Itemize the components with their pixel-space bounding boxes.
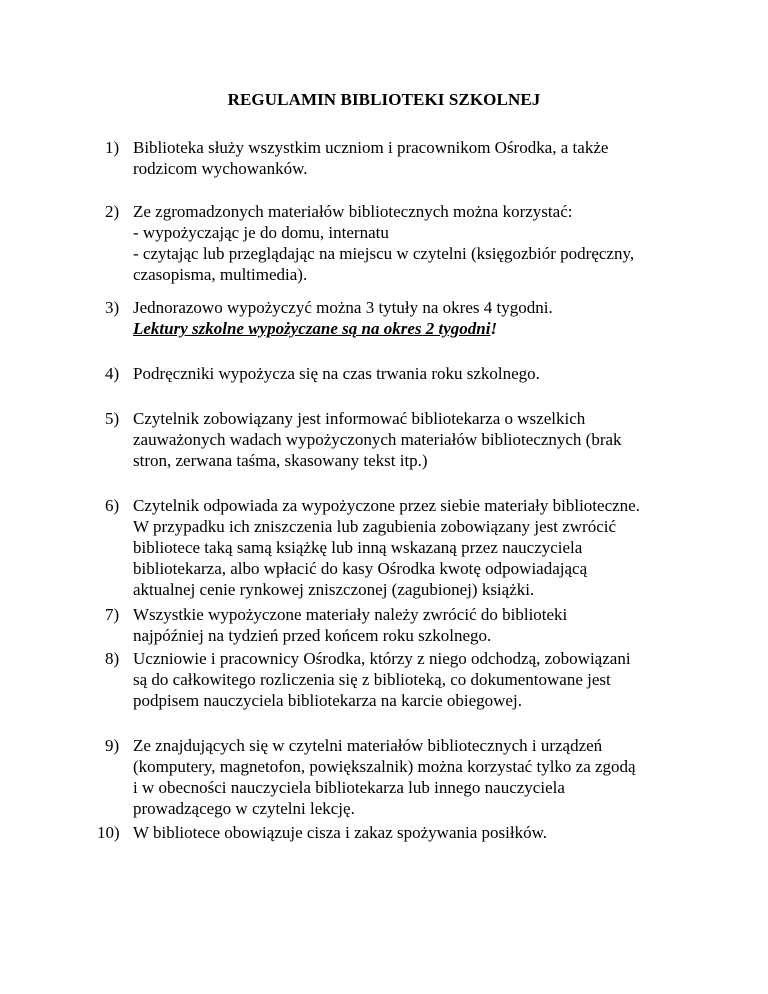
rule-item-8 — [105, 648, 677, 711]
rule-item-9 — [105, 735, 677, 819]
rule-item-7 — [105, 604, 677, 646]
rule-text-line: rodzicom wychowanków. — [133, 159, 308, 178]
rule-text-line: Ze znajdujących się w czytelni materiałów bibliotecznych i urządzeń — [133, 736, 603, 755]
rule-text-line: W bibliotece obowiązuje cisza i zakaz spożywania posiłków. — [133, 823, 547, 842]
rule-text-line: Biblioteka służy wszystkim uczniom i pracownikom Ośrodka, a także — [133, 138, 609, 157]
rule-number: 2) — [105, 202, 120, 221]
rule-text-line: bibliotece taką samą książkę lub inną wskazaną przez nauczyciela — [133, 538, 583, 557]
rule-text-line: stron, zerwana taśma, skasowany tekst itp.) — [133, 451, 428, 470]
rule-text-line: prowadzącego w czytelni lekcję. — [133, 799, 355, 818]
rule-text-line: Wszystkie wypożyczone materiały należy zwrócić do biblioteki — [133, 605, 568, 624]
lektury-emphasis: Lektury szkolne wypożyczane są na okres 2 tygodni — [133, 319, 491, 338]
emphasis-exclamation: ! — [490, 319, 498, 338]
rule-text-line: Uczniowie i pracownicy Ośrodka, którzy z niego odchodzą, zobowiązani — [133, 649, 631, 668]
rule-text-line: i w obecności nauczyciela bibliotekarza lub innego nauczyciela — [133, 778, 565, 797]
rule-number: 3) — [105, 298, 120, 317]
rule-sub-point: - wypożyczając je do domu, internatu — [133, 223, 389, 242]
rule-text-line: Czytelnik odpowiada za wypożyczone przez siebie materiały biblioteczne. — [133, 496, 640, 515]
rule-text-line: Jednorazowo wypożyczyć można 3 tytuły na okres 4 tygodni. — [133, 298, 553, 317]
rule-text-line: są do całkowitego rozliczenia się z biblioteką, co dokumentowane jest — [133, 670, 611, 689]
rule-number: 4) — [105, 364, 120, 383]
rule-text-line: Podręczniki wypożycza się na czas trwania roku szkolnego. — [133, 364, 540, 383]
rule-item-10 — [97, 822, 677, 843]
document-title: REGULAMIN BIBLIOTEKI SZKOLNEJ — [227, 90, 541, 109]
rule-item-4 — [105, 363, 677, 384]
rule-text-line: podpisem nauczyciela bibliotekarza na karcie obiegowej. — [133, 691, 522, 710]
rule-text-line: (komputery, magnetofon, powiększalnik) można korzystać tylko za zgodą — [133, 757, 636, 776]
rule-text-line: Ze zgromadzonych materiałów bibliotecznych można korzystać: — [133, 202, 573, 221]
rule-text-line: bibliotekarza, albo wpłacić do kasy Ośrodka kwotę odpowiadającą — [133, 559, 588, 578]
rule-number: 1) — [105, 138, 120, 157]
rule-item-3 — [105, 297, 677, 339]
rule-number: 7) — [105, 605, 120, 624]
rule-number: 9) — [105, 736, 120, 755]
rule-text-line: W przypadku ich zniszczenia lub zagubienia zobowiązany jest zwrócić — [133, 517, 617, 536]
rule-text-line: Czytelnik zobowiązany jest informować bibliotekarza o wszelkich — [133, 409, 586, 428]
rule-sub-point: - czytając lub przeglądając na miejscu w czytelni (księgozbiór podręczny, — [133, 244, 635, 263]
rule-number: 10) — [97, 823, 120, 842]
rule-number: 6) — [105, 496, 120, 515]
rule-sub-point-continuation: czasopisma, multimedia). — [133, 265, 308, 284]
rule-text-line: aktualnej cenie rynkowej zniszczonej (zagubionej) książki. — [133, 580, 535, 599]
rule-item-5 — [105, 408, 677, 471]
rule-emphasis-line — [133, 318, 677, 339]
rule-item-1 — [105, 137, 677, 179]
rule-number: 8) — [105, 649, 120, 668]
rule-item-6 — [105, 495, 677, 600]
rule-item-2 — [105, 201, 677, 285]
rule-text-line: najpóźniej na tydzień przed końcem roku szkolnego. — [133, 626, 492, 645]
rule-number: 5) — [105, 409, 120, 428]
rule-text-line: zauważonych wadach wypożyczonych materiałów bibliotecznych (brak — [133, 430, 622, 449]
